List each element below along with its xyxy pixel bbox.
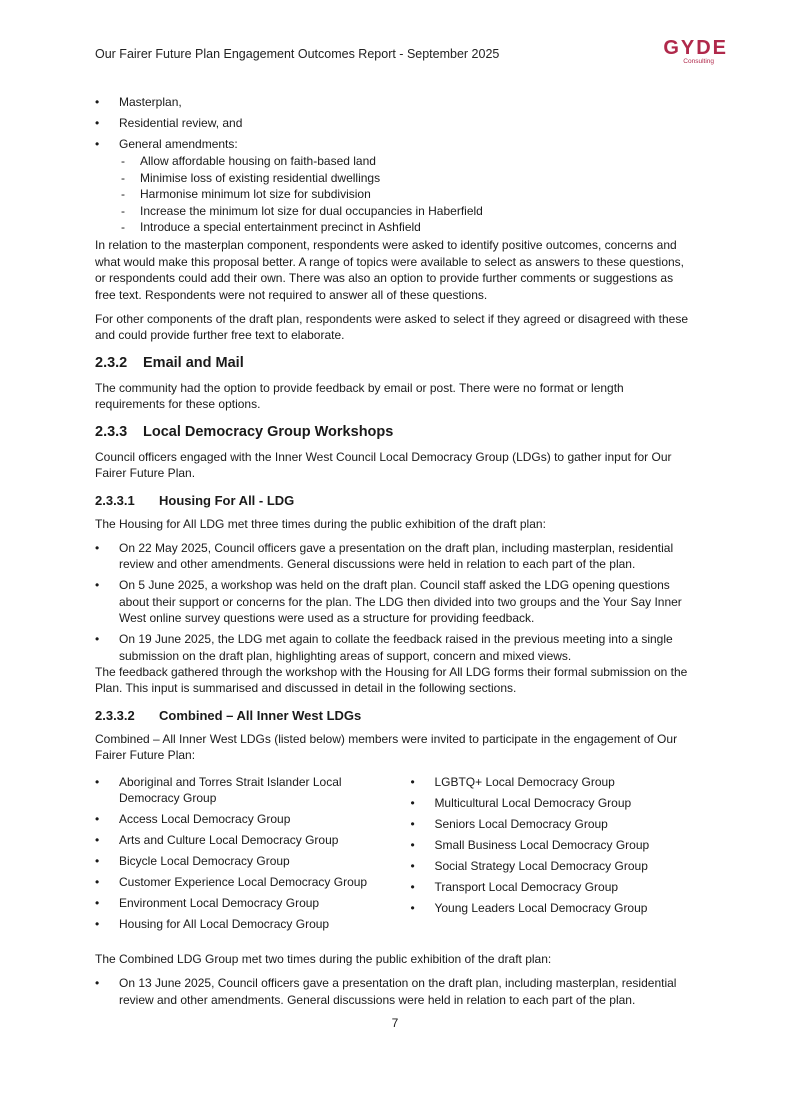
amendment-item: - Increase the minimum lot size for dual occupancies in Haberfield xyxy=(119,203,695,219)
list-item: • Housing for All Local Democracy Group xyxy=(95,916,386,932)
list-item: • Transport Local Democracy Group xyxy=(410,879,695,895)
section-number: 2.3.2 xyxy=(95,354,128,371)
ldg-groups-right xyxy=(410,774,695,937)
combined-ldg-intro: Combined – All Inner West LDGs (listed below) members were invited to participate in the engagement of Our Fairer Future Plan: xyxy=(95,731,678,763)
ldg-groups-columns xyxy=(95,774,695,937)
masterplan-paragraph: In relation to the masterplan component, respondents were asked to identify positive outcomes, concerns and what would make this proposal better. A range of topics were available to select as answers to these questions, or respondents could add their own. There was also an option to provide further comments or suggestions as free text. Respondents were not required to answer all of these questions. xyxy=(95,238,685,302)
header-title: Our Fairer Future Plan Engagement Outcomes Report - September 2025 xyxy=(95,47,500,61)
list-item: • Environment Local Democracy Group xyxy=(95,895,386,911)
list-item-label: General amendments: xyxy=(119,137,238,151)
list-item: • Small Business Local Democracy Group xyxy=(410,837,695,853)
components-list xyxy=(95,94,695,235)
list-item: • Seniors Local Democracy Group xyxy=(410,816,695,832)
email-mail-paragraph: The community had the option to provide feedback by email or post. There were no format or length requirements for these options. xyxy=(95,380,624,412)
list-item: • On 5 June 2025, a workshop was held on the draft plan. Council staff asked the LDG opening questions about their support or concerns for the plan. The LDG then divided into two groups and the Your Say Inner West online survey questions were used as a structure for providing feedback. xyxy=(95,577,695,626)
section-number: 2.3.3.1 xyxy=(95,492,135,508)
page-content xyxy=(95,94,695,1013)
list-item: • Customer Experience Local Democracy Group xyxy=(95,874,386,890)
section-title: Local Democracy Group Workshops xyxy=(143,423,394,440)
housing-ldg-meetings xyxy=(95,540,695,664)
section-heading-2-3-3-2 xyxy=(95,707,695,724)
combined-ldg-meetings xyxy=(95,975,695,1008)
list-item xyxy=(95,136,695,235)
list-item: • LGBTQ+ Local Democracy Group xyxy=(410,774,695,790)
list-item: • Multicultural Local Democracy Group xyxy=(410,795,695,811)
section-number: 2.3.3 xyxy=(95,423,128,440)
gyde-logo xyxy=(636,38,728,66)
housing-ldg-outro: The feedback gathered through the workshop with the Housing for All LDG forms their formal submission on the Plan. This input is summarised and discussed in detail in the following sections. xyxy=(95,664,688,696)
ldg-workshops-paragraph: Council officers engaged with the Inner West Council Local Democracy Group (LDGs) to gather input for Our Fairer Future Plan. xyxy=(95,449,672,481)
section-heading-2-3-2 xyxy=(95,354,695,372)
logo-wordmark: GYDE xyxy=(663,37,728,59)
list-item: • Young Leaders Local Democracy Group xyxy=(410,900,695,916)
amendment-item: - Minimise loss of existing residential dwellings xyxy=(119,170,695,186)
combined-ldg-met: The Combined LDG Group met two times during the public exhibition of the draft plan: xyxy=(95,951,552,966)
amendment-item: - Allow affordable housing on faith-based land xyxy=(119,153,695,169)
list-item: • Access Local Democracy Group xyxy=(95,811,386,827)
list-item: • On 19 June 2025, the LDG met again to collate the feedback raised in the previous meeting into a single submission on the draft plan, highlighting areas of support, concern and mixed views. xyxy=(95,631,695,664)
list-item: • Arts and Culture Local Democracy Group xyxy=(95,832,386,848)
amendment-item: - Introduce a special entertainment precinct in Ashfield xyxy=(119,219,695,235)
section-title: Combined – All Inner West LDGs xyxy=(159,707,362,723)
amendment-item: - Harmonise minimum lot size for subdivision xyxy=(119,186,695,202)
list-item: • Masterplan, xyxy=(95,94,695,110)
housing-ldg-intro: The Housing for All LDG met three times during the public exhibition of the draft plan: xyxy=(95,516,546,531)
list-item: • Social Strategy Local Democracy Group xyxy=(410,858,695,874)
logo-subtitle: Consulting xyxy=(683,58,714,65)
list-item: • Residential review, and xyxy=(95,115,695,131)
ldg-groups-left xyxy=(95,774,386,937)
list-item: • On 22 May 2025, Council officers gave a presentation on the draft plan, including masterplan, residential review and other amendments. General discussions were held in relation to each part of the plan. xyxy=(95,540,695,573)
section-title: Housing For All - LDG xyxy=(159,492,295,508)
amendments-list xyxy=(119,153,695,235)
list-item: • Aboriginal and Torres Strait Islander Local Democracy Group xyxy=(95,774,386,807)
section-heading-2-3-3-1 xyxy=(95,492,695,509)
other-components-paragraph: For other components of the draft plan, respondents were asked to select if they agreed or disagreed with these and could provide further free text to elaborate. xyxy=(95,312,689,343)
page-number: 7 xyxy=(391,1016,399,1030)
list-item: • On 13 June 2025, Council officers gave a presentation on the draft plan, including masterplan, residential review and other amendments. General discussions were held in relation to each part of the plan. xyxy=(95,975,695,1008)
section-number: 2.3.3.2 xyxy=(95,707,135,723)
section-heading-2-3-3 xyxy=(95,423,695,441)
list-item: • Bicycle Local Democracy Group xyxy=(95,853,386,869)
section-title: Email and Mail xyxy=(143,354,244,371)
